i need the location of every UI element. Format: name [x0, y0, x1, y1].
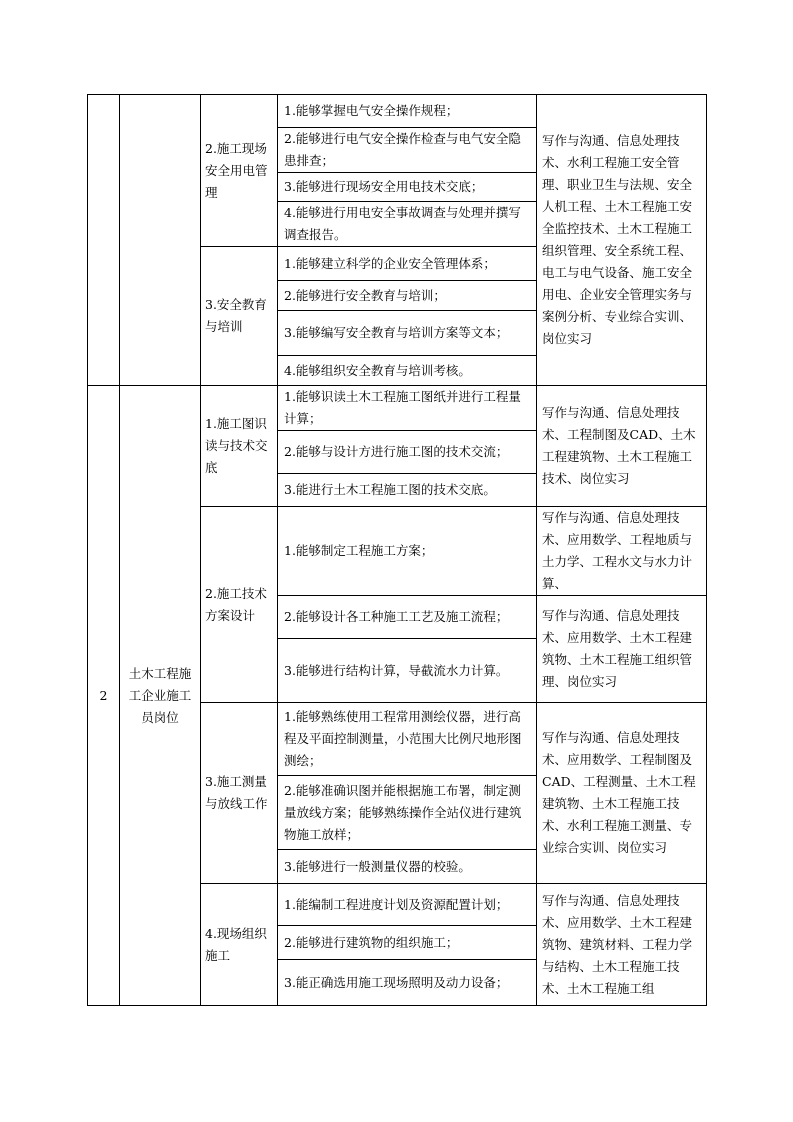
ability-item: 1.能够掌握电气安全操作规程； — [278, 95, 537, 128]
ability-item: 2.能够进行电气安全操作检查与电气安全隐患排查； — [278, 128, 537, 173]
ability-item: 1.能够熟练使用工程常用测绘仪器，进行高程及平面控制测量，小范围大比例尺地形图测绘； — [278, 703, 537, 776]
course-cell: 写作与沟通、信息处理技术、应用数学、工程地质与土力学、工程水文与水力计算、 — [537, 507, 707, 596]
course-cell: 写作与沟通、信息处理技术、应用数学、工程制图及CAD、工程测量、土木工程建筑物、土木工程施工技术、水利工程施工测量、专业综合实训、岗位实习 — [537, 703, 707, 884]
ability-item: 2.能够准确识图并能根据施工布署，制定测量放线方案；能够熟练操作全站仪进行建筑物施工放样； — [278, 776, 537, 850]
ability-item: 4.能够进行用电安全事故调查与处理并撰写调查报告。 — [278, 202, 537, 247]
task-cell: 1.施工图识读与技术交底 — [201, 386, 278, 507]
ability-item: 2.能够进行安全教育与培训； — [278, 281, 537, 311]
ability-item: 4.能够组织安全教育与培训考核。 — [278, 356, 537, 386]
course-cell: 写作与沟通、信息处理技术、工程制图及CAD、土木工程建筑物、土木工程施工技术、岗位实习 — [537, 386, 707, 507]
ability-item: 3.能够进行一般测量仪器的校验。 — [278, 850, 537, 884]
ability-item: 3.能够进行现场安全用电技术交底； — [278, 173, 537, 202]
ability-item: 3.能进行土木工程施工图的技术交底。 — [278, 474, 537, 507]
course-cell: 写作与沟通、信息处理技术、水利工程施工安全管理、职业卫生与法规、安全人机工程、土木工程施工安全监控技术、土木工程施工组织管理、安全系统工程、电工与电气设备、施工安全用电、企业安全管理实务与案例分析、专业综合实训、岗位实习 — [537, 95, 707, 386]
ability-item: 3.能够编写安全教育与培训方案等文本； — [278, 311, 537, 356]
task-cell: 3.施工测量与放线工作 — [201, 703, 278, 884]
curriculum-table — [87, 94, 707, 1006]
ability-item: 2.能够与设计方进行施工图的技术交流； — [278, 431, 537, 474]
ability-item: 3.能正确选用施工现场照明及动力设备； — [278, 960, 537, 1006]
ability-item: 1.能够建立科学的企业安全管理体系； — [278, 247, 537, 281]
ability-item: 3.能够进行结构计算，导截流水力计算。 — [278, 639, 537, 703]
ability-item: 1.能够识读土木工程施工图纸并进行工程量计算； — [278, 386, 537, 431]
ability-item: 1.能够制定工程施工方案； — [278, 507, 537, 596]
ability-item: 2.能够设计各工种施工工艺及施工流程； — [278, 596, 537, 639]
post-cell — [120, 95, 201, 386]
ability-item: 1.能编制工程进度计划及资源配置计划； — [278, 884, 537, 926]
post-cell: 土木工程施工企业施工员岗位 — [120, 386, 201, 1006]
course-cell: 写作与沟通、信息处理技术、应用数学、土木工程建筑物、建筑材料、工程力学与结构、土木工程施工技术、土木工程施工组 — [537, 884, 707, 1006]
task-cell: 3.安全教育与培训 — [201, 247, 278, 386]
task-cell: 4.现场组织施工 — [201, 884, 278, 1006]
task-cell: 2.施工现场安全用电管理 — [201, 95, 278, 247]
task-cell: 2.施工技术方案设计 — [201, 507, 278, 703]
ability-item: 2.能够进行建筑物的组织施工； — [278, 926, 537, 960]
row-number-cell — [88, 95, 120, 386]
course-cell: 写作与沟通、信息处理技术、应用数学、土木工程建筑物、土木工程施工组织管理、岗位实习 — [537, 596, 707, 703]
row-number-cell: 2 — [88, 386, 120, 1006]
